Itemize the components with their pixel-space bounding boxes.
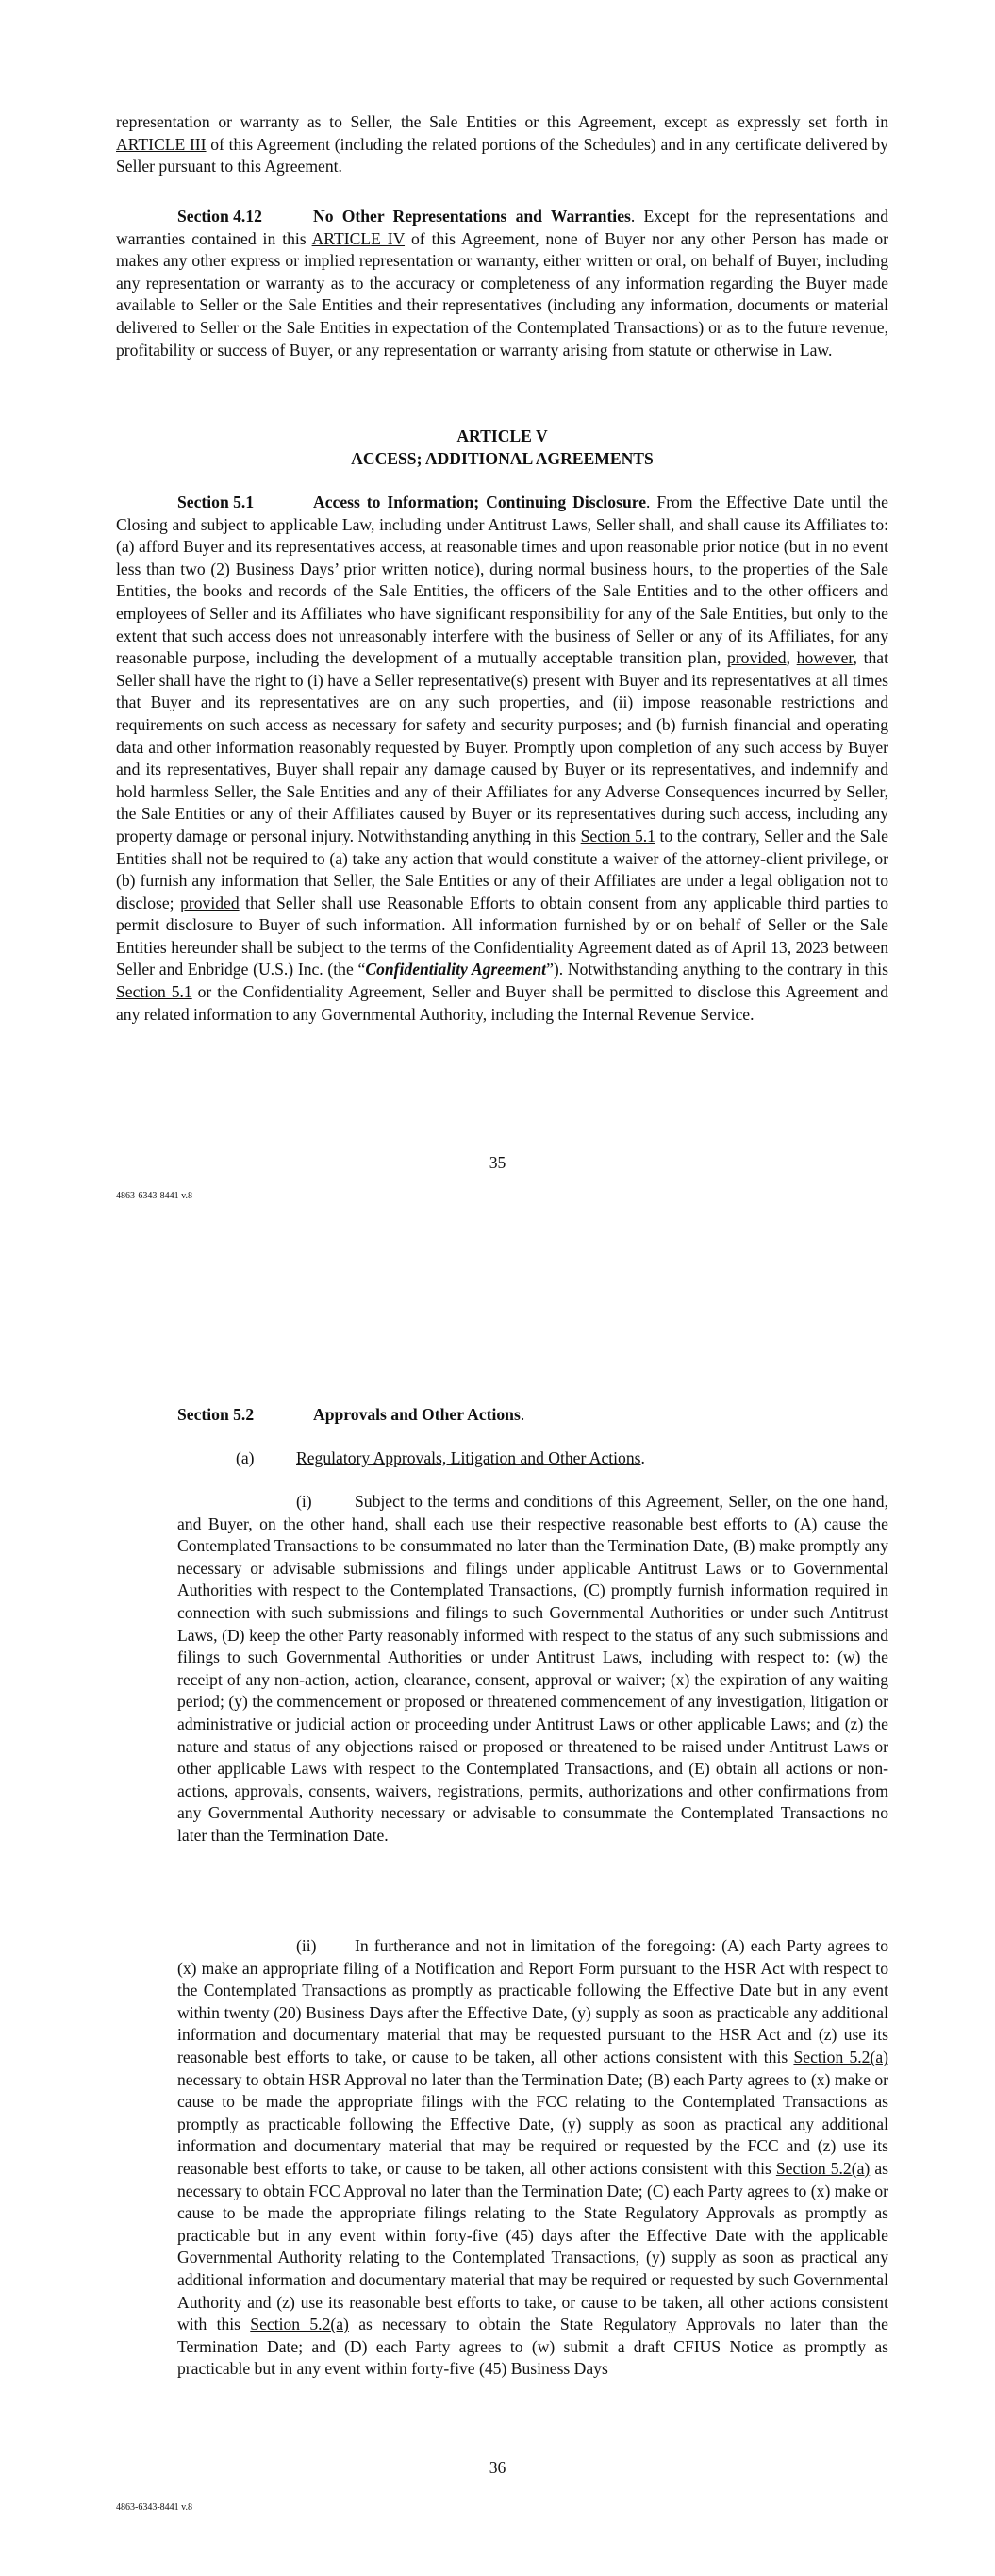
subsection-title: Regulatory Approvals, Litigation and Other Actions [296,1448,641,1467]
document-id: 4863-6343-8441 v.8 [116,2502,193,2513]
cross-reference-link[interactable]: ARTICLE IV [311,228,406,248]
cross-reference-link[interactable]: Section 5.1 [580,826,655,845]
cross-reference-link[interactable]: Section 5.2(a) [793,2047,888,2066]
text-run: to the contrary, Seller and the Sale Entities shall not be required to (a) take any action that would constitute a waiver of the attorney-client privilege, or (b) furnish any information that Seller, the Sale Entities or any of their Affiliates are under a legal obligation not to disclose; [116,826,888,912]
section-number: Section 5.2 [177,1405,255,1424]
page-number: 35 [489,1153,506,1172]
article-heading [116,426,888,470]
cross-reference-link[interactable]: ARTICLE III [116,134,207,154]
text-run: as necessary to obtain FCC Approval no later than the Termination Date; (C) each Party agrees to (x) make or cause to be made the appropriate filings relating to the State Regulatory Approvals as promptly as practicable but in any event within forty-five (45) days after the Effective Date with the applicable Governmental Authority relating to the Contemplated Transactions, (y) supply as soon as practical any additional information and documentary material that may be required or requested by such Governmental Authority and (z) use its reasonable best efforts to take, or cause to be taken, all other actions consistent with this [177,2158,888,2334]
text-run: In furtherance and not in limitation of the foregoing: (A) each Party agrees to (x) make an appropriate filing of a Notification and Report Form pursuant to the HSR Act with respect to the Contemplated Transactions as promptly as practicable following the Effective Date but in any event within twenty (20) Business Days after the Effective Date, (y) supply as soon as practicable any additional information and documentary material that may be requested pursuant to the HSR Act and (z) use its reasonable best efforts to take, or cause to be taken, all other actions consistent with this [177,1936,888,2066]
text-run: , that Seller shall have the right to (i) have a Seller representative(s) present with Buyer and its representatives at all times that Buyer and its representatives are on any such properties, and (ii) impose reasonable restrictions and requirements on such access as necessary for safety and security purposes; and (b) furnish financial and operating data and other information reasonably requested by Buyer. Promptly upon completion of any such access by Buyer and its representatives, Buyer shall repair any damage caused by Buyer or its representatives, and indemnify and hold harmless Seller, the Sale Entities and any of their Affiliates for any Adverse Consequences incurred by Seller, the Sale Entities or any of their Affiliates caused by Buyer or its representatives during such access, including any property damage or personal injury. Notwithstanding anything in this [116,648,889,845]
clause-label: (ii) [296,1936,317,1955]
article-number: ARTICLE V [456,427,548,445]
section-title: Access to Information; Continuing Disclosure [313,493,647,511]
section-body [116,493,888,1024]
defined-term: Confidentiality Agreement [365,960,547,979]
text-run: or the Confidentiality Agreement, Seller and Buyer shall be permitted to disclose this Agreement and any related information to any Governmental Authority, including the Internal Revenue Service. [116,982,888,1024]
document-id: 4863-6343-8441 v.8 [116,1191,193,1201]
section-body [116,207,888,360]
subsection-label: (a) [236,1448,255,1467]
text-run: provided [180,893,240,912]
section-number: Section 4.12 [177,207,262,226]
section-4-12 [116,206,888,361]
article-title: ACCESS; ADDITIONAL AGREEMENTS [351,448,654,468]
cross-reference-link[interactable]: Section 5.2(a) [775,2158,871,2178]
text-run: Subject to the terms and conditions of this Agreement, Seller, on the one hand, and Buyer, on the other hand, shall each use their respective reasonable best efforts to (A) cause the Contemplated Transactions to be consummated no later than the Termination Date, (B) make promptly any necessary or advisable submissions and filings under applicable Antitrust Laws or to Governmental Authorities with respect to the Contemplated Transactions, (C) promptly furnish information required in connection with such submissions and filings to such Governmental Authorities or under such Antitrust Laws, (D) keep the other Party reasonably informed with respect to the status of any such submissions and filings to such Governmental Authorities or under Antitrust Laws, including with respect to: (w) the receipt of any non-action, action, clearance, consent, approval or waiver; (x) the expiration of any waiting period; (y) the commencement or proposed or threatened commencement of any investigation, litigation or administrative or judicial action or proceeding under Antitrust Laws or other applicable Laws; and (z) the nature and status of any objections raised or proposed or threatened to be raised under Antitrust Laws or other applicable Laws with respect to the Contemplated Transactions, and (E) obtain all actions or non-actions, approvals, consents, waivers, registrations, permits, authorizations and other confirmations from any Governmental Authority necessary or advisable to consummate the Contemplated Transactions no later than the Termination Date. [177,1492,888,1845]
text-run: that Seller shall use Reasonable Efforts to obtain consent from any applicable third parties to permit disclosure to Buyer of such information. All information furnished by or on behalf of Seller or the Sale Entities hereunder shall be subject to the terms of the Confidentiality Agreement dated as of April 13, 2023 between Seller and Enbridge (U.S.) Inc. (the “ [116,893,888,979]
text-run: representation or warranty as to Seller, the Sale Entities or this Agreement, except as expressly set forth in [116,112,888,131]
subsection-title-period: . [640,1448,645,1467]
text-run: provided [727,648,787,668]
text-run: of this Agreement (including the related portions of the Schedules) and in any certificate delivered by Seller pursuant to this Agreement. [116,134,888,176]
page-number: 36 [489,2458,506,2477]
cross-reference-link[interactable]: Section 5.2(a) [250,2315,349,2334]
section-5-2-heading [177,1404,888,1427]
text-run: , [786,648,797,668]
clause-body [177,1492,888,1845]
text-run: . Except for the representations and warranties contained in this [116,207,888,248]
section-title-period: . [520,1405,525,1424]
text-run: as necessary to obtain the State Regulatory Approvals no later than the Termination Date; and (D) each Party agrees to (w) submit a draft CFIUS Notice as promptly as practicable but in any event within forty-five (45) Business Days [177,2315,888,2379]
text-run: however [796,648,854,668]
text-run: . From the Effective Date until the Closing and subject to applicable Law, including under Antitrust Laws, Seller shall, and shall cause its Affiliates to: (a) afford Buyer and its representatives access, at reasonable times and upon reasonable prior notice (but in no event less than two (2) Business Days’ prior written notice), during normal business hours, to the properties of the Sale Entities, the books and records of the Sale Entities, the officers of the Sale Entities and to the other officers and employees of Seller and its Affiliates who have significant responsibility for any of the Sale Entities, but only to the extent that such access does not unreasonably interfere with the business of Seller or any of its Affiliates, for any reasonable purpose, including the development of a mutually acceptable transition plan, [116,493,888,668]
paragraph-continuation [116,111,888,178]
clause-label: (i) [296,1492,312,1511]
cross-reference-link[interactable]: Section 5.1 [116,982,192,1002]
clause-body [177,1936,888,2378]
section-title: No Other Representations and Warranties [313,207,631,226]
text-run: necessary to obtain HSR Approval no later than the Termination Date; (B) each Party agrees to (x) make or cause to be made the appropriate filings with the FCC relating to the Contemplated Transactions as promptly as practicable following the Effective Date, (y) supply as soon as practical any additional information and documentary material that may be required or requested by the FCC and (z) use its reasonable best efforts to take, or cause to be taken, all other actions consistent with this [177,2069,888,2178]
text-run: ”). Notwithstanding anything to the contrary in this [546,960,888,979]
section-title: Approvals and Other Actions [313,1405,521,1424]
text-run: of this Agreement, none of Buyer nor any other Person has made or makes any other express or implied representation or warranty, either written or oral, on behalf of Buyer, including any representation or warranty as to the accuracy or completeness of any information regarding the Buyer made available to Seller or the Sale Entities and their representatives (including any information, documents or material delivered to Seller or the Sale Entities in expectation of the Contemplated Transactions) or as to the future revenue, profitability or success of Buyer, or any representation or warranty arising from statute or otherwise in Law. [116,228,888,360]
subsection-a-heading [177,1447,888,1470]
section-5-1 [116,492,888,1026]
clause-i [177,1491,888,1848]
section-number: Section 5.1 [177,493,255,511]
clause-ii [177,1935,888,2381]
